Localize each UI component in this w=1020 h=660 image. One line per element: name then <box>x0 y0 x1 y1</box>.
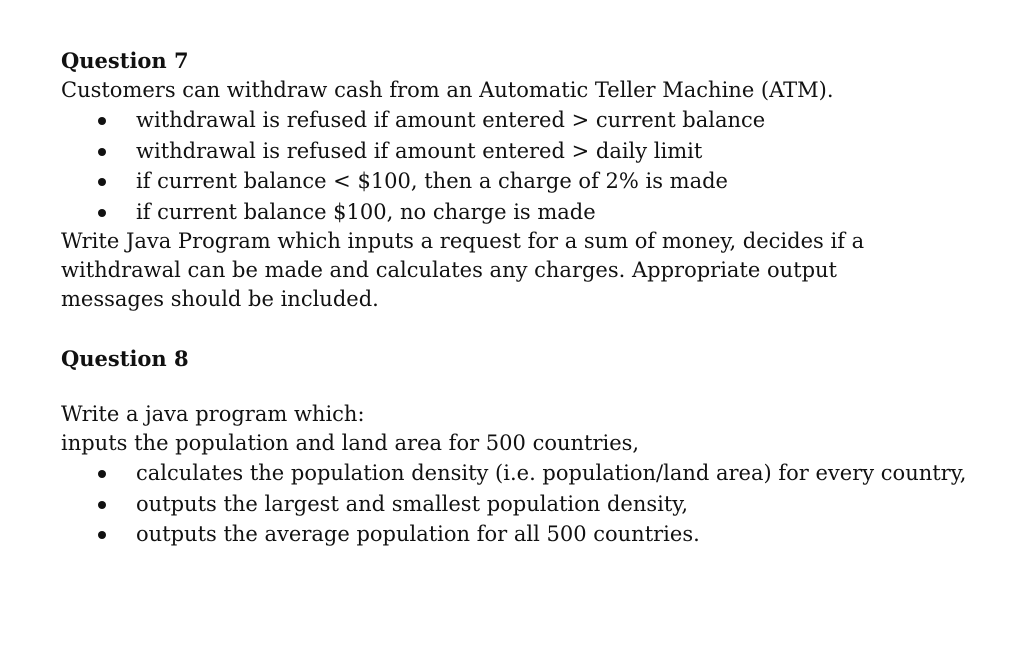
document-page <box>61 46 1001 550</box>
list-item-text: if current balance $100, no charge is made <box>136 199 596 224</box>
question-8-bullet-list <box>61 458 1001 550</box>
question-8-heading: Question 8 <box>61 346 189 371</box>
list-item <box>61 489 1001 520</box>
question-7-section <box>61 46 1001 314</box>
bullet-icon <box>98 209 106 217</box>
list-item-text: withdrawal is refused if amount entered > current balance <box>136 108 766 132</box>
question-7-intro: Customers can withdraw cash from an Automatic Teller Machine (ATM). <box>61 78 834 102</box>
bullet-icon <box>98 501 106 509</box>
bullet-icon <box>98 470 106 478</box>
list-item <box>61 105 1001 136</box>
list-item-text: outputs the largest and smallest population density, <box>136 491 689 516</box>
question-7-heading: Question 7 <box>61 48 189 73</box>
list-item <box>61 458 1001 489</box>
list-item-text: withdrawal is refused if amount entered > daily limit <box>136 138 703 163</box>
bullet-icon <box>98 178 106 186</box>
bullet-icon <box>98 117 106 125</box>
bullet-icon <box>98 531 106 539</box>
list-item-text: outputs the average population for all 500 countries. <box>136 522 700 546</box>
list-item <box>61 166 1001 197</box>
list-item <box>61 136 1001 167</box>
list-item-text: calculates the population density (i.e. population/land area) for every country, <box>136 461 967 485</box>
question-7-bullet-list <box>61 105 1001 227</box>
section-spacer <box>61 314 1001 344</box>
list-item-text: if current balance < $100, then a charge of 2% is made <box>136 169 728 193</box>
question-8-line-1: Write a java program which: <box>61 402 365 426</box>
list-item <box>61 519 1001 550</box>
question-7-body: Write Java Program which inputs a request for a sum of money, decides if a withdrawal can be made and calculates any charges. Appropriate output messages should be included. <box>61 229 865 311</box>
question-8-line-2: inputs the population and land area for 500 countries, <box>61 431 640 455</box>
question-8-section <box>61 344 1001 550</box>
list-item <box>61 197 1001 228</box>
bullet-icon <box>98 148 106 156</box>
section-spacer <box>61 374 1001 400</box>
